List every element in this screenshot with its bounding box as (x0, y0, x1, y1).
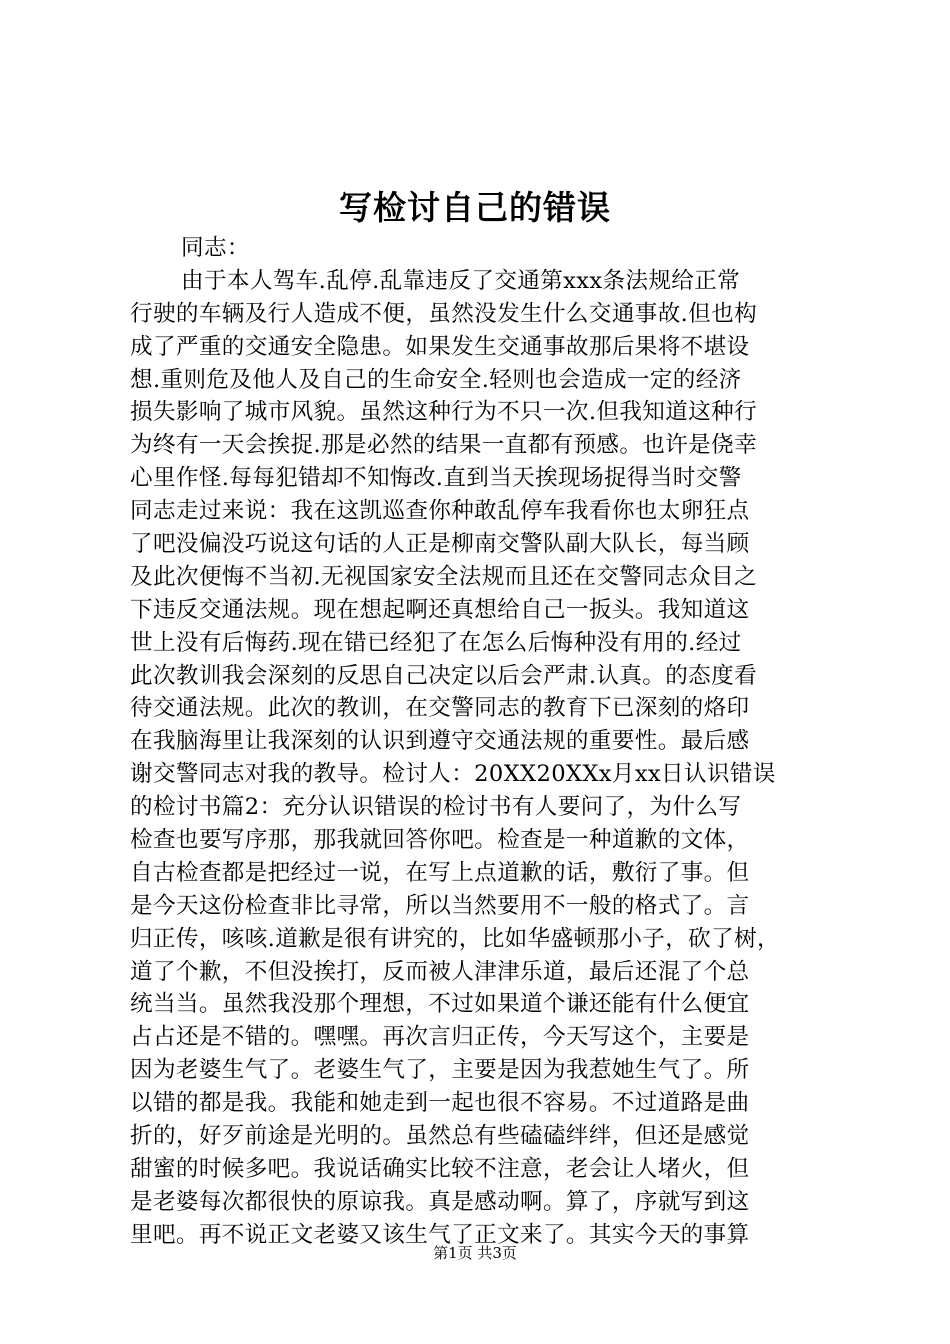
body-line: 折的，好歹前途是光明的。虽然总有些磕磕绊绊，但还是感觉 (130, 1123, 750, 1150)
body-line: 自古检查都是把经过一说，在写上点道歉的话，敷衍了事。但 (130, 859, 750, 886)
body-line: 的检讨书篇2：充分认识错误的检讨书有人要问了，为什么写 (130, 794, 742, 821)
body-line: 成了严重的交通安全隐患。如果发生交通事故那后果将不堪设 (130, 333, 750, 360)
body-line: 由于本人驾车.乱停.乱靠违反了交通第xxx条法规给正常 (181, 267, 741, 294)
body-line: 里吧。再不说正文老婆又该生气了正文来了。其实今天的事算 (130, 1221, 750, 1248)
body-line: 想.重则危及他人及自己的生命安全.轻则也会造成一定的经济 (130, 366, 742, 393)
body-line: 占占还是不错的。嘿嘿。再次言归正传，今天写这个，主要是 (130, 1024, 750, 1051)
body-line: 为终有一天会挨捉.那是必然的结果一直都有预感。也许是侥幸 (130, 432, 758, 459)
document-body (130, 232, 830, 1252)
body-line: 检查也要写序那，那我就回答你吧。检查是一种道歉的文体， (130, 827, 750, 854)
body-line: 道了个歉，不但没挨打，反而被人津津乐道，最后还混了个总 (130, 958, 750, 985)
body-line: 在我脑海里让我深刻的认识到遵守交通法规的重要性。最后感 (130, 728, 750, 755)
body-line: 此次教训我会深刻的反思自己决定以后会严肃.认真。的态度看 (130, 662, 758, 689)
body-line: 行驶的车辆及行人造成不便，虽然没发生什么交通事故.但也构 (130, 300, 758, 327)
body-line: 同志走过来说：我在这凯巡查你种敢乱停车我看你也太卵狂点 (130, 498, 750, 525)
body-line: 谢交警同志对我的教导。检讨人：20XX20XXx月xx日认识错误 (130, 761, 776, 788)
body-line: 损失影响了城市风貌。虽然这种行为不只一次.但我知道这种行 (130, 399, 758, 426)
body-line: 待交通法规。此次的教训，在交警同志的教育下已深刻的烙印 (130, 695, 750, 722)
document-title: 写检讨自己的错误 (339, 188, 611, 227)
body-line: 统当当。虽然我没那个理想，不过如果道个谦还能有什么便宜 (130, 991, 750, 1018)
body-line: 甜蜜的时候多吧。我说话确实比较不注意，老会让人堵火，但 (130, 1155, 750, 1182)
body-line: 是今天这份检查非比寻常，所以当然要用不一般的格式了。言 (130, 892, 750, 919)
body-line: 世上没有后悔药.现在错已经犯了在怎么后悔种没有用的.经过 (130, 629, 742, 656)
body-line: 了吧没偏没巧说这句话的人正是柳南交警队副大队长，每当顾 (130, 531, 750, 558)
body-line: 下违反交通法规。现在想起啊还真想给自己一扳头。我知道这 (130, 596, 750, 623)
body-line: 心里作怪.每每犯错却不知悔改.直到当天挨现场捉得当时交警 (130, 465, 742, 492)
body-line: 因为老婆生气了。老婆生气了，主要是因为我惹她生气了。所 (130, 1057, 750, 1084)
body-line: 是老婆每次都很快的原谅我。真是感动啊。算了，序就写到这 (130, 1188, 750, 1215)
page-number: 第1页 共3页 (433, 1244, 517, 1262)
body-line: 以错的都是我。我能和她走到一起也很不容易。不过道路是曲 (130, 1090, 750, 1117)
body-line: 及此次便悔不当初.无视国家安全法规而且还在交警同志众目之 (130, 563, 758, 590)
salutation: 同志： (181, 235, 250, 261)
body-line: 归正传，咳咳.道歉是很有讲究的，比如华盛顿那小子，砍了树， (130, 925, 780, 952)
